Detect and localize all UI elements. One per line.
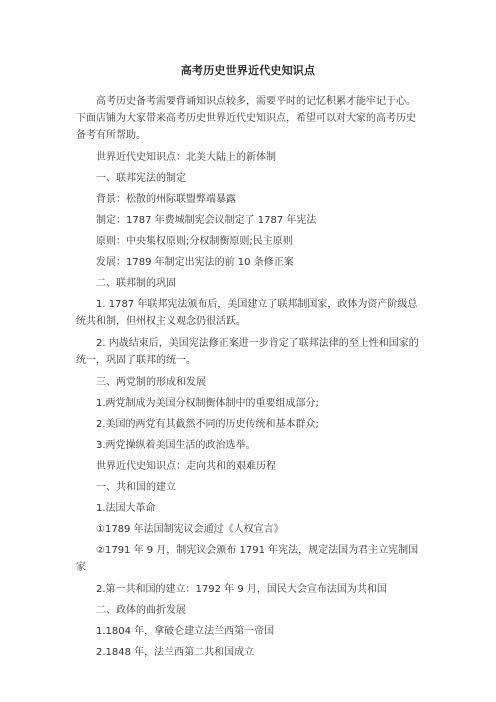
paragraph: ②1791 年 9 月，制宪议会颁布 1791 年宪法，规定法国为君主立宪制国家 [76, 545, 419, 573]
paragraph: ①1789 年法国制宪议会通过《人权宣言》 [96, 524, 284, 535]
paragraph: 1.法国大革命 [96, 503, 156, 514]
paragraph-intro: 高考历史备考需要背诵知识点较多，需要平时的记忆积累才能牢记于心。下面店铺为大家带来高考历史世界近代史知识点，希望可以对大家的高考历史备考有所帮助。 [76, 96, 416, 141]
paragraph: 二、联邦制的巩固 [96, 278, 176, 289]
paragraph: 原则：中央集权原则;分权制衡原则;民主原则 [96, 236, 293, 247]
paragraph: 2. 内战结束后，美国宪法修正案进一步肯定了联邦法律的至上性和国家的统一，巩固了联邦的统一。 [76, 338, 419, 366]
paragraph: 制定：1787 年费城制宪会议制定了 1787 年宪法 [96, 215, 317, 226]
paragraph: 背景：松散的州际联盟弊端暴露 [96, 194, 236, 205]
document-body [76, 93, 422, 665]
paragraph: 一、联邦宪法的制定 [96, 173, 186, 184]
paragraph: 2.美国的两党有其截然不同的历史传统和基本群众; [96, 419, 319, 430]
paragraph: 2.第一共和国的建立：1792 年 9 月，国民大会宣布法国为共和国 [96, 584, 387, 595]
paragraph: 1. 1787 年联邦宪法颁布后，美国建立了联邦制国家，政体为资产阶级总统共和制，但州权主义观念仍很活跃。 [76, 299, 418, 327]
paragraph: 2.1848 年，法兰西第二共和国成立 [96, 647, 255, 658]
document-title: 高考历史世界近代史知识点 [180, 64, 316, 77]
paragraph: 一、共和国的建立 [96, 482, 176, 493]
paragraph: 发展：1789 年制定出宪法的前 10 条修正案 [96, 257, 294, 268]
paragraph: 1.两党制成为美国分权制衡体制中的重要组成部分; [96, 398, 319, 409]
paragraph: 三、两党制的形成和发展 [96, 377, 206, 388]
paragraph: 世界近代史知识点：北美大陆上的新体制 [96, 152, 276, 163]
paragraph: 世界近代史知识点：走向共和的艰难历程 [96, 461, 276, 472]
paragraph: 二、政体的曲折发展 [96, 605, 186, 616]
paragraph: 1.1804 年，拿破仑建立法兰西第一帝国 [96, 626, 275, 637]
paragraph: 3.两党操纵着美国生活的政治选举。 [96, 440, 256, 451]
